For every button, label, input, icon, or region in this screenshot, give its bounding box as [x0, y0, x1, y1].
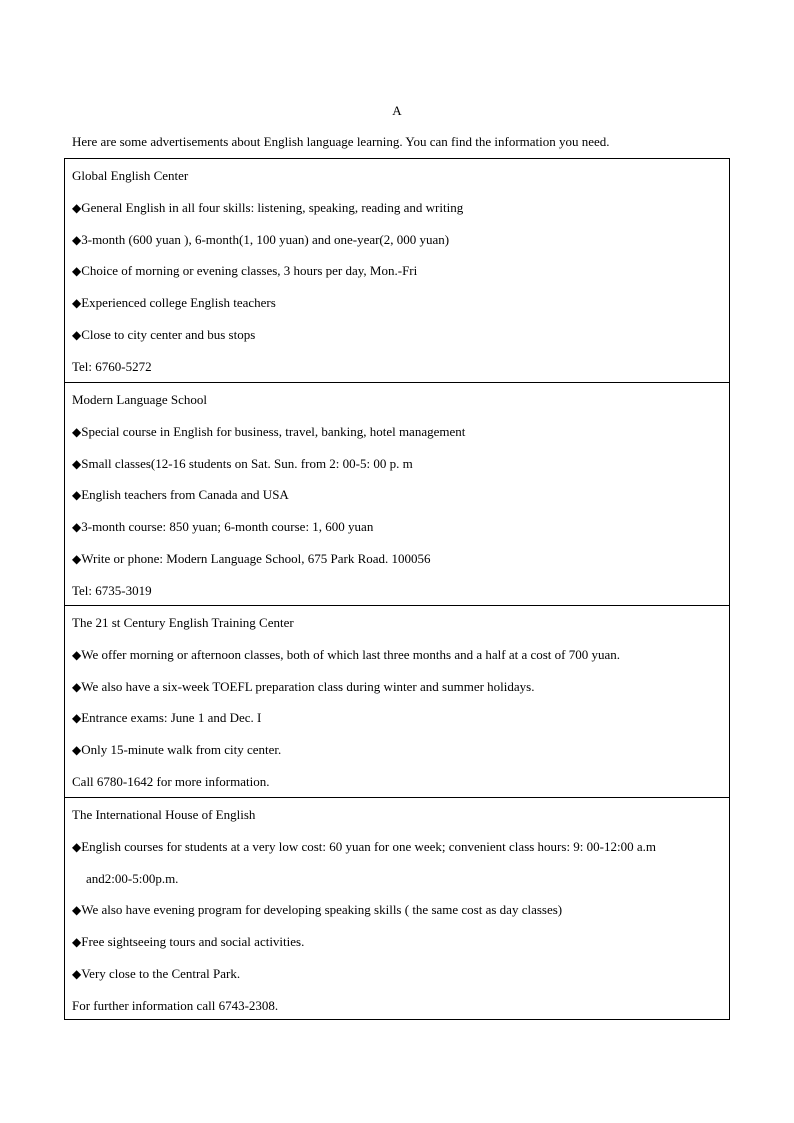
ad-title: The International House of English: [72, 807, 256, 822]
ad-item-text: 3-month course: 850 yuan; 6-month course: 1, 600 yuan: [81, 519, 374, 535]
diamond-bullet-icon: ◆: [72, 520, 82, 535]
ad-item: [72, 965, 729, 997]
ad-modern-language-school: [65, 382, 729, 605]
ad-item-text: Small classes(12-16 students on Sat. Sun. from 2: 00-5: 00 p. m: [81, 455, 413, 471]
diamond-bullet-icon: ◆: [72, 327, 82, 342]
ad-item: [72, 231, 729, 263]
diamond-bullet-icon: ◆: [72, 551, 82, 566]
ad-item: [72, 709, 729, 741]
ad-item-text: Close to city center and bus stops: [81, 326, 256, 342]
ad-item-text: Very close to the Central Park.: [81, 965, 241, 981]
ad-item: [72, 262, 729, 294]
ad-item: [72, 486, 729, 518]
ad-item-text: Only 15-minute walk from city center.: [81, 742, 282, 758]
ad-item-text: English teachers from Canada and USA: [81, 487, 289, 503]
ad-item-text: We also have a six-week TOEFL preparation class during winter and summer holidays.: [81, 678, 535, 694]
diamond-bullet-icon: ◆: [72, 488, 82, 503]
ad-item: [72, 199, 729, 231]
ad-item: [72, 455, 729, 487]
advertisements-table: [64, 158, 730, 1020]
ad-title: Modern Language School: [72, 392, 208, 407]
ad-item: [72, 741, 729, 773]
ad-item-text: Free sightseeing tours and social activities.: [81, 934, 305, 950]
intro-paragraph: Here are some advertisements about English language learning. You can find the information you need.: [72, 134, 610, 149]
diamond-bullet-icon: ◆: [72, 296, 82, 311]
ad-contact: Tel: 6735-3019: [72, 582, 152, 598]
ad-item-text: General English in all four skills: listening, speaking, reading and writing: [81, 199, 464, 215]
ad-item-text: Special course in English for business, travel, banking, hotel management: [81, 423, 466, 439]
ad-international-house-of-english: [65, 797, 729, 1019]
ad-item-continuation: and2:00-5:00p.m.: [86, 870, 179, 886]
diamond-bullet-icon: ◆: [72, 200, 82, 215]
diamond-bullet-icon: ◆: [72, 424, 82, 439]
ad-item: [72, 294, 729, 326]
ad-item-text: English courses for students at a very low cost: 60 yuan for one week; convenient class hours: 9: 00-12:00 a.m: [81, 838, 656, 854]
section-heading: A: [392, 103, 402, 118]
ad-item-text: We also have evening program for developing speaking skills ( the same cost as day classes): [81, 902, 563, 918]
ad-item: [72, 838, 729, 870]
diamond-bullet-icon: ◆: [72, 456, 82, 471]
diamond-bullet-icon: ◆: [72, 679, 82, 694]
ad-title: Global English Center: [72, 168, 189, 183]
ad-global-english-center: [65, 159, 729, 382]
diamond-bullet-icon: ◆: [72, 711, 82, 726]
ad-item-text: 3-month (600 yuan ), 6-month(1, 100 yuan) and one-year(2, 000 yuan): [81, 231, 450, 247]
ad-item: [72, 678, 729, 710]
diamond-bullet-icon: ◆: [72, 743, 82, 758]
ad-contact: Call 6780-1642 for more information.: [72, 773, 270, 789]
diamond-bullet-icon: ◆: [72, 903, 82, 918]
diamond-bullet-icon: ◆: [72, 232, 82, 247]
diamond-bullet-icon: ◆: [72, 647, 82, 662]
ad-item: [72, 933, 729, 965]
ad-item-text: Entrance exams: June 1 and Dec. I: [81, 710, 262, 726]
ad-item: [72, 901, 729, 933]
diamond-bullet-icon: ◆: [72, 264, 82, 279]
ad-contact: Tel: 6760-5272: [72, 358, 152, 374]
ad-21st-century-training-center: [65, 605, 729, 797]
ad-item: [72, 550, 729, 582]
ad-item-text: Experienced college English teachers: [81, 295, 276, 311]
ad-item: [72, 326, 729, 358]
ad-item: [72, 423, 729, 455]
ad-item: [72, 518, 729, 550]
ad-title: The 21 st Century English Training Center: [72, 615, 294, 630]
ad-item: [72, 646, 729, 678]
diamond-bullet-icon: ◆: [72, 966, 82, 981]
ad-item-text: We offer morning or afternoon classes, both of which last three months and a half at a cost of 700 yuan.: [81, 646, 621, 662]
ad-item-text: Write or phone: Modern Language School, 675 Park Road. 100056: [81, 550, 431, 566]
ad-contact: For further information call 6743-2308.: [72, 997, 279, 1013]
diamond-bullet-icon: ◆: [72, 935, 82, 950]
ad-item-text: Choice of morning or evening classes, 3 hours per day, Mon.-Fri: [81, 263, 418, 279]
diamond-bullet-icon: ◆: [72, 839, 82, 854]
